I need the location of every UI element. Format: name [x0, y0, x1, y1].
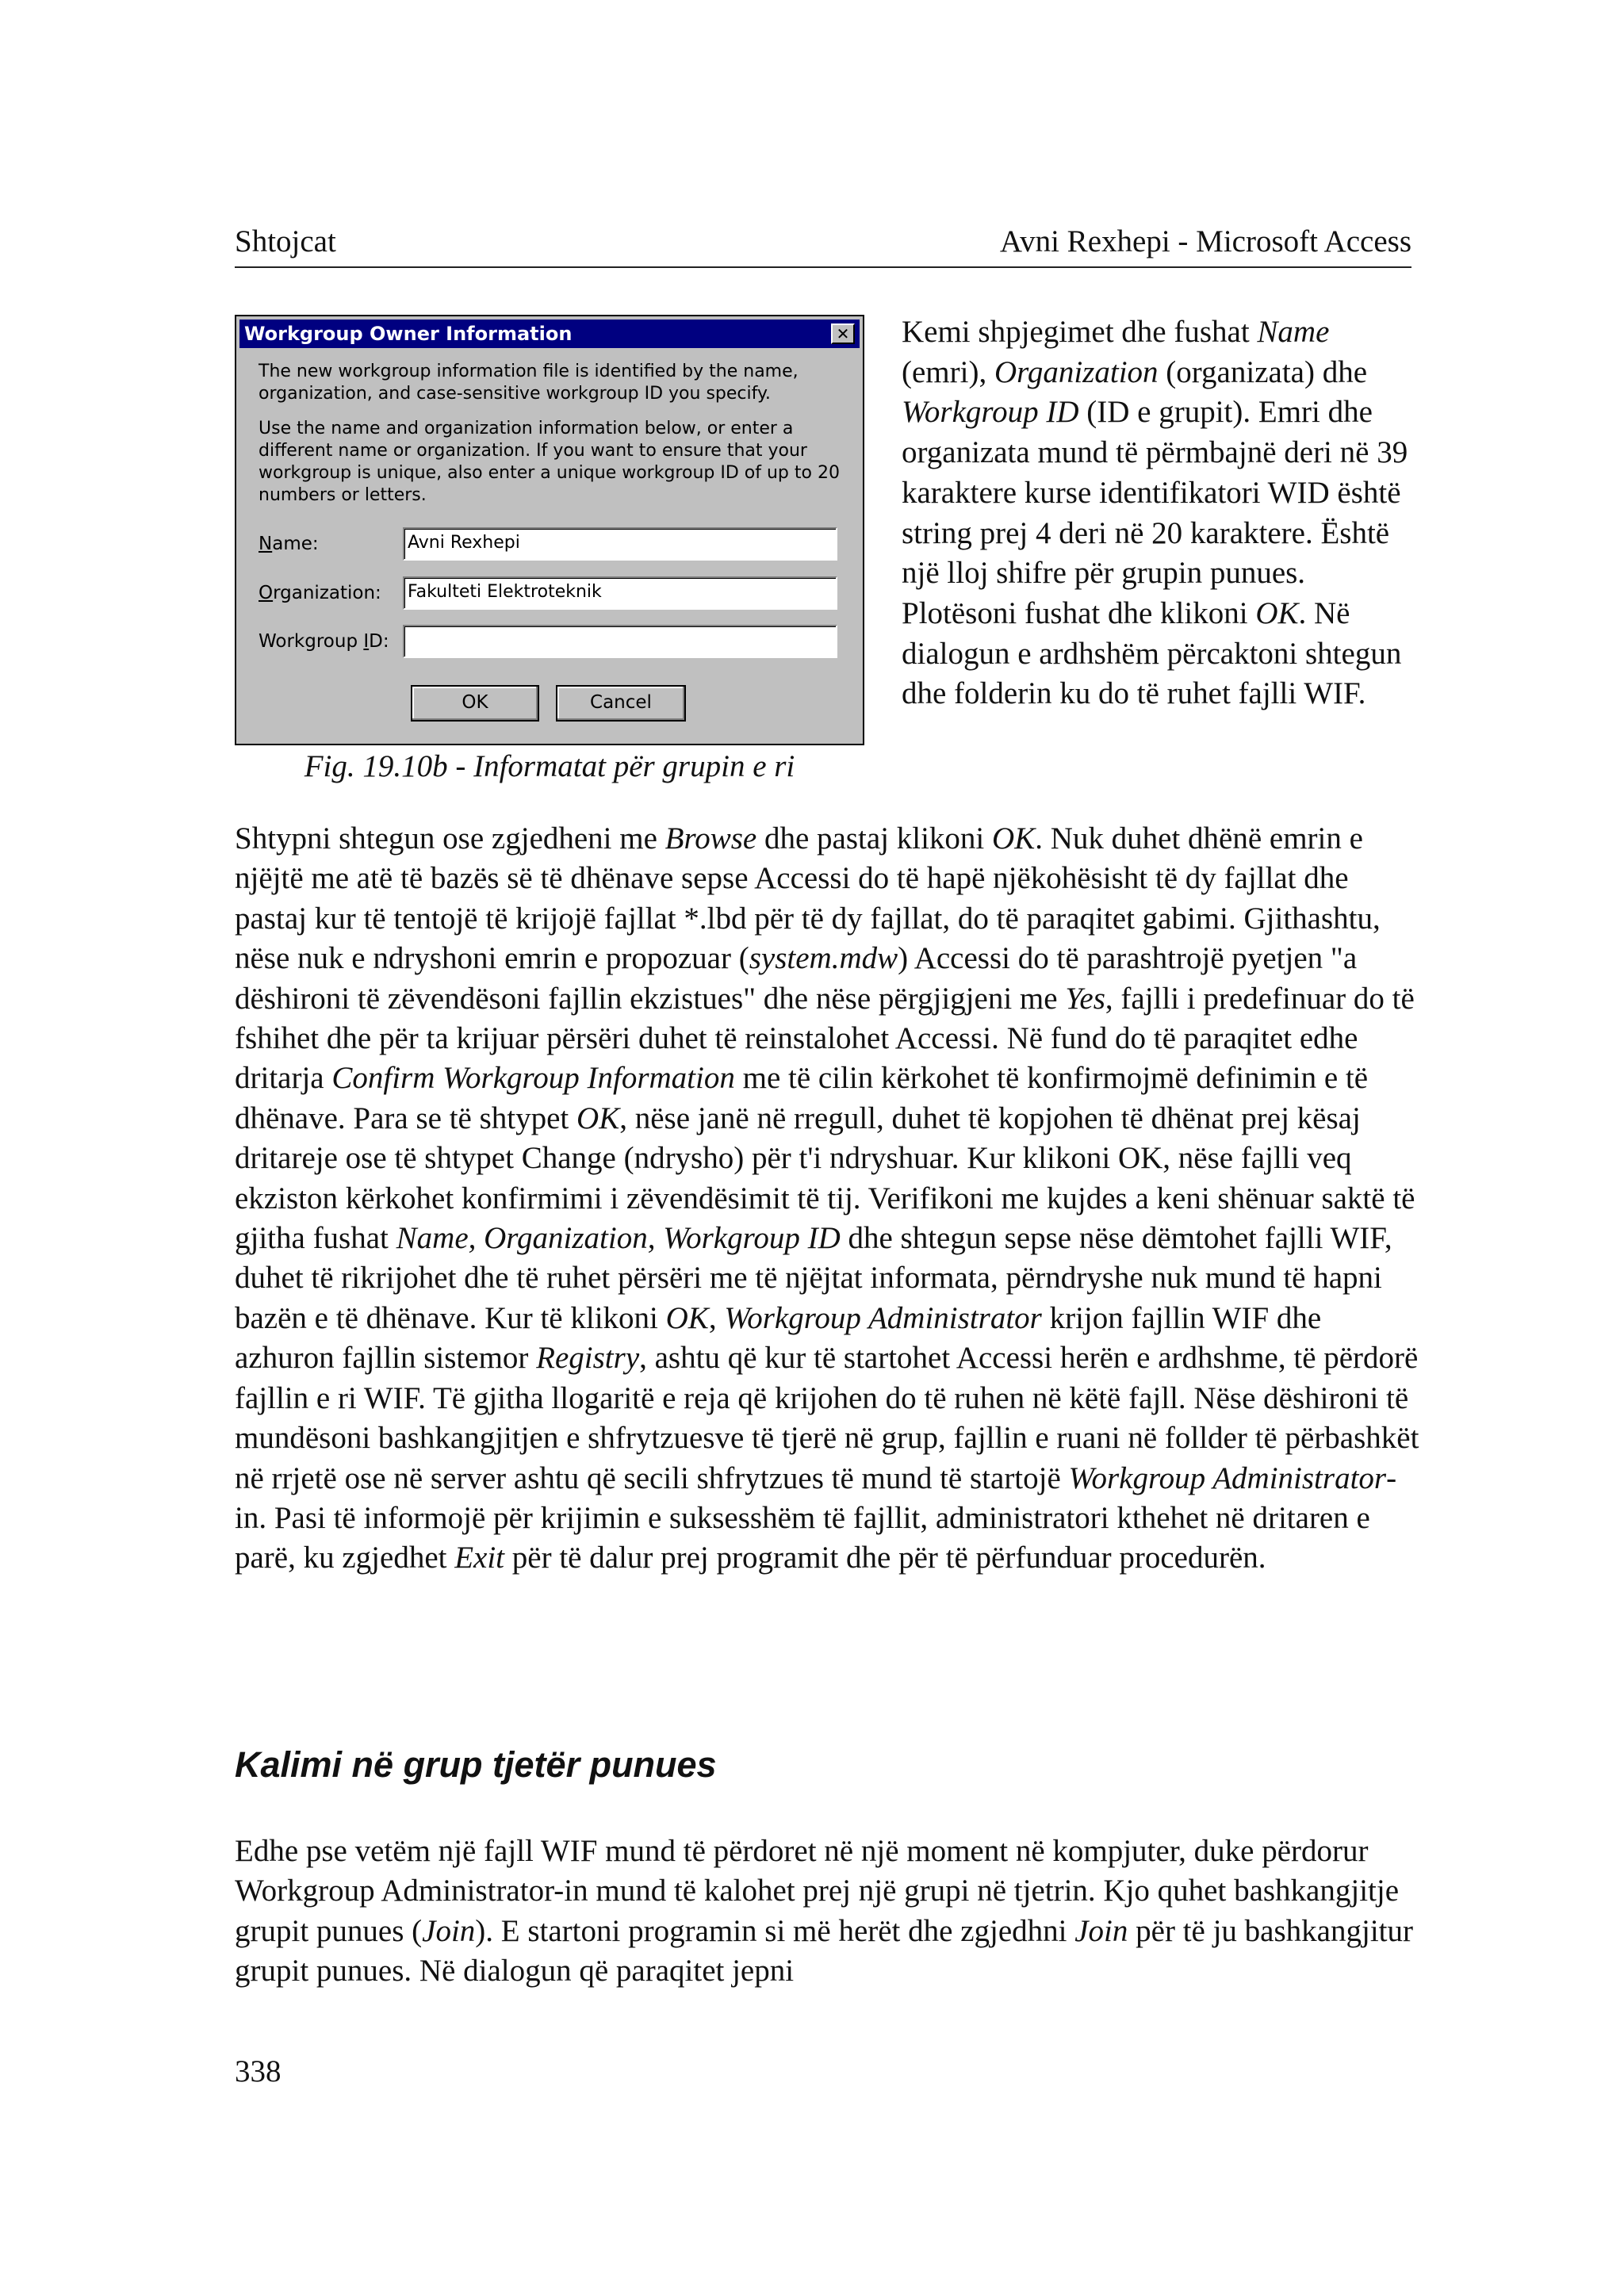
- organization-label: Organization:: [259, 583, 381, 603]
- dialog-title: Workgroup Owner Information: [244, 323, 573, 345]
- workgroup-owner-dialog: [235, 315, 864, 745]
- cancel-button[interactable]: Cancel: [556, 685, 686, 722]
- side-paragraph: Kemi shpjegimet dhe fushat Name (emri), Organization (organizata) dhe Workgroup ID (ID e grupit). Emri dhe organizata mund të përmbajnë deri në 39 karaktere kurse identifikatori WID është string prej 4 deri në 20 karaktere. Është një lloj shifre për grupin punues. Plotësoni fushat dhe klikoni OK. Në dialogun e ardhshëm përcaktoni shtegun dhe folderin ku do të ruhet fajlli WIF.: [902, 315, 1408, 711]
- name-field[interactable]: Avni Rexhepi: [403, 527, 837, 561]
- dialog-instructions: Use the name and organization information below, or enter a different name or organization. If you want to ensure that your workgroup is unique, also enter a unique workgroup ID of up to 20 numbers or letters.: [259, 419, 840, 505]
- dialog-titlebar: [239, 320, 860, 348]
- page-header: [235, 224, 1411, 268]
- section-paragraph: Edhe pse vetëm një fajll WIF mund të përdoret në një moment në kompjuter, duke përdorur Workgroup Administrator-in mund të kalohet prej një grupi në tjetrin. Kjo quhet bashkangjitje grupit punues (Join). E startoni programin si më herët dhe zgjedhni Join për të ju bashkangjitur grupit punues. Në dialogun që paraqitet jepni: [235, 1834, 1413, 1989]
- name-label: Name:: [259, 534, 319, 554]
- header-section-title: Shtojcat: [235, 224, 336, 258]
- header-book-title: Avni Rexhepi - Microsoft Access: [999, 224, 1411, 258]
- section-heading: Kalimi në grup tjetër punues: [235, 1744, 717, 1785]
- page-number: 338: [235, 2054, 282, 2088]
- ok-button[interactable]: OK: [411, 685, 539, 722]
- figure-caption: Fig. 19.10b - Informatat për grupin e ri: [304, 749, 795, 783]
- body-paragraph: Shtypni shtegun ose zgjedheni me Browse dhe pastaj klikoni OK. Nuk duhet dhënë emrin e njëjtë me atë të bazës së të dhënave sepse Accessi do të hapë njëkohësisht të dy fajllat dhe pastaj kur të tentojë të krijojë fajllat *.lbd për të dy fajllat, do të paraqitet gabimi. Gjithashtu, nëse nuk e ndryshoni emrin e propozuar (system.mdw) Accessi do të parashtrojë pyetjen "a dëshironi të zëvendësoni fajllin ekzistues" dhe nëse përgjigjeni me Yes, fajlli i predefinuar do të fshihet dhe për ta krijuar përsëri duhet të reinstalohet Accessi. Në fund do të paraqitet edhe dritarja Confirm Workgroup Information me të cilin kërkohet të konfirmojmë definimin e të dhënave. Para se të shtypet OK, nëse janë në rregull, duhet të kopjohen të dhënat prej kësaj dritareje ose të shtypet Change (ndrysho) për t'i ndryshuar. Kur klikoni OK, nëse fajlli veq ekziston kërkohet konfirmimi i zëvendësimit të tij. Verifikoni me kujdes a keni shënuar saktë të gjitha fushat Name, Organization, Workgroup ID dhe shtegun sepse nëse dëmtohet fajlli WIF, duhet të rikrijohet dhe të ruhet përsëri me të njëjtat informata, përndryshe nuk mund të hapni bazën e të dhënave. Kur të klikoni OK, Workgroup Administrator krijon fajllin WIF dhe azhuron fajllin sistemor Registry, ashtu që kur të startohet Accessi herën e ardhshme, të përdorë fajllin e ri WIF. Të gjitha llogaritë e reja që krijohen do të ruhen në këtë fajll. Nëse dëshironi të mundësoni bashkangjitjen e shfrytzuesve të tjerë në grup, fajllin e ruani në follder të përbashkët në rrjetë ose në server ashtu që secili shfrytzues të mund të startojë Workgroup Administrator-in. Pasi të informojë për krijimin e suksesshëm të fajllit, administratori kthehet në dritaren e parë, ku zgjedhet Exit për të dalur prej programit dhe për të përfunduar procedurën.: [235, 821, 1419, 1575]
- close-icon[interactable]: ✕: [831, 323, 855, 344]
- dialog-description: The new workgroup information file is identified by the name, organization, and case-sensitive workgroup ID you specify.: [259, 362, 799, 404]
- workgroup-id-label: Workgroup ID:: [259, 631, 389, 652]
- organization-field[interactable]: Fakulteti Elektroteknik: [403, 576, 837, 610]
- workgroup-id-field[interactable]: [403, 625, 837, 658]
